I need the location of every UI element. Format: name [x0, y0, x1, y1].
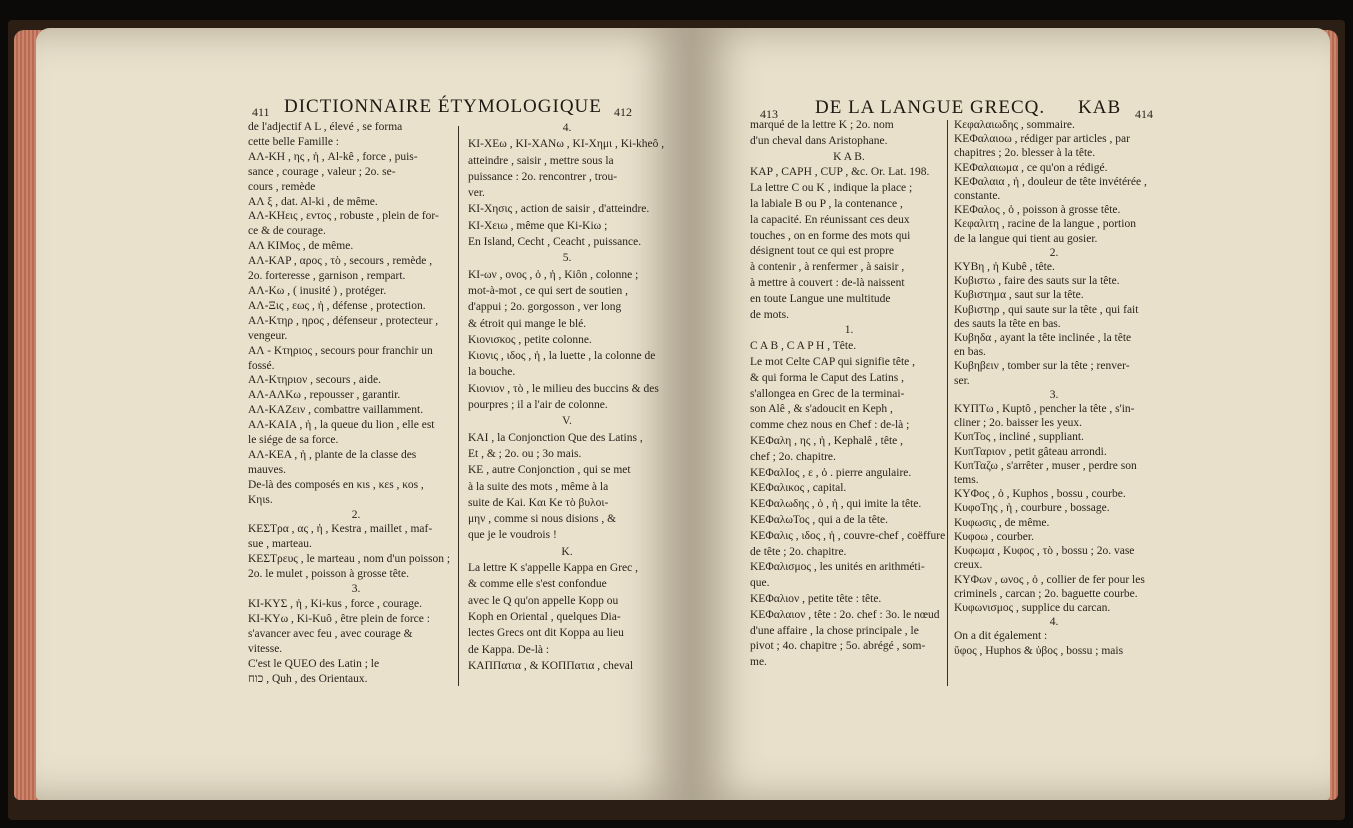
text-line: d'une affaire , la chose principale , le [750, 624, 919, 637]
text-line: Kιονισκος , petite colonne. [468, 333, 592, 346]
text-line: s'avancer avec feu , avec courage & [248, 627, 413, 640]
text-line: le siége de sa force. [248, 434, 339, 447]
text-line: à mettre à couvert : de-là naissent [750, 276, 905, 289]
text-line: criminels , carcan ; 2o. baguette courbe. [954, 587, 1138, 600]
page-number-412: 412 [614, 105, 632, 119]
text-line: pivot ; 4o. chapitre ; 5o. abrégé , som- [750, 640, 926, 653]
left-column-1 [248, 120, 464, 686]
text-line: chef ; 2o. chapitre. [750, 450, 836, 463]
text-line: KEΦαλωΤος , qui a de la tête. [750, 513, 888, 526]
text-line: KEΦαλαια , ἡ , douleur de tête invétérée , [954, 175, 1147, 188]
text-line: On a dit également : [954, 630, 1048, 643]
text-line: 2. [351, 508, 361, 521]
text-line: La lettre C ou K , indique la place ; [750, 182, 913, 195]
text-line: 5. [562, 252, 572, 265]
text-line: KYBη , ἡ Kubê , tête. [954, 261, 1055, 274]
text-line: constante. [954, 190, 1001, 203]
column-divider [458, 126, 459, 686]
page-number-413: 413 [760, 107, 778, 121]
text-line: de tête ; 2o. chapitre. [750, 545, 847, 558]
text-line: Kεφαλαιωδης , sommaire. [954, 119, 1075, 131]
text-line: KEΦαλις , ιδος , ἡ , couvre-chef , coëffure [750, 529, 946, 542]
text-line: AΛ KIMος , de même. [248, 240, 354, 253]
text-line: AΛ-KAZειν , combattre vaillamment. [248, 404, 424, 417]
text-line: vengeur. [248, 329, 288, 342]
text-line: KI-XEω , KI-XANω , KI-Xημι , Ki-kheô , [468, 138, 665, 151]
right-column-1 [750, 118, 948, 671]
text-line: d'un cheval dans Aristophane. [750, 134, 888, 147]
text-line: KEΦαλαιοω , rédiger par articles , par [954, 133, 1130, 146]
text-line: μην , comme si nous disions , & [468, 513, 617, 526]
text-line: כוח , Quh , des Orientaux. [248, 672, 368, 685]
text-line: KEΦαλωδης , ὁ , ἡ , qui imite la tête. [750, 498, 922, 511]
text-line: de la langue qui tient au gosier. [954, 232, 1098, 245]
text-line: KυπΤαζω , s'arrêter , muser , perdre son [954, 459, 1137, 472]
text-line: la bouche. [468, 366, 516, 379]
text-line: Kυφοω , courber. [954, 530, 1034, 543]
text-line: Kιονιον , τὸ , le milieu des buccins & des [468, 382, 659, 395]
left-running-header: DICTIONNAIRE ÉTYMOLOGIQUE [284, 96, 602, 117]
text-line: en toute Langue une multitude [750, 292, 891, 305]
text-line: Kυφωσις , de même. [954, 516, 1050, 529]
text-line: Kυφωμα , Kυφος , τὸ , bossu ; 2o. vase [954, 545, 1135, 558]
text-line: 4. [1049, 616, 1059, 629]
column-divider-right [947, 120, 948, 686]
text-line: en bas. [954, 346, 986, 359]
text-line: KYΠΤω , Kuptô , pencher la tête , s'in- [954, 403, 1135, 416]
left-column-2 [468, 120, 666, 674]
text-line: atteindre , saisir , mettre sous la [468, 154, 614, 167]
text-line: des sauts la tête en bas. [954, 317, 1061, 330]
text-line: KAΠΠατια , & KOΠΠατια , cheval [468, 659, 634, 672]
text-line: avec le Q qu'on appelle Kopp ou [468, 594, 619, 607]
text-line: KEΣTρευς , le marteau , nom d'un poisson ; [248, 553, 451, 566]
text-line: AΛ-KAP , αρος , τὸ , secours , remède , [248, 255, 433, 268]
text-line: AΛ-AΛKω , repousser , garantir. [248, 389, 401, 402]
text-line: Kυφωνισμος , supplice du carcan. [954, 601, 1111, 614]
text-line: AΛ-KAIA , ἡ , la queue du lion , elle est [248, 419, 435, 432]
text-line: KI-KYω , Ki-Kuô , être plein de force : [248, 612, 430, 625]
text-line: suite de Kai. Kαι Ke τὸ βυλοι- [468, 496, 609, 509]
text-line: creux. [954, 559, 983, 572]
text-line: désignent tout ce qui est propre [750, 245, 895, 258]
text-line: Kηιs. [248, 493, 273, 506]
text-line: AΛ-KH , ης , ἡ , Al-kê , force , puis- [248, 150, 418, 163]
text-line: 3. [1049, 388, 1059, 401]
text-line: que je le voudrois ! [468, 529, 557, 542]
text-line: Kιονις , ιδος , ἡ , la luette , la colonne de [468, 350, 656, 363]
text-line: pourpres ; il a l'air de colonne. [468, 399, 608, 412]
text-line: son Alê , & s'adoucit en Keph , [750, 403, 893, 416]
text-line: Kεφαλιτη , racine de la langue , portion [954, 218, 1136, 231]
text-line: KEΦαλικος , capital. [750, 482, 847, 495]
text-line: Kυβηδα , ayant la tête inclinée , la tête [954, 332, 1132, 345]
text-line: la capacité. En réunissant ces deux [750, 213, 910, 226]
text-line: comme chez nous en Chef : de-là ; [750, 419, 910, 432]
text-line: C A B , C A P H , Tête. [750, 340, 857, 353]
text-line: 3. [351, 583, 361, 596]
text-line: K. [561, 545, 573, 558]
text-line: Kυβιστημα , saut sur la tête. [954, 289, 1084, 302]
text-line: cliner ; 2o. baisser les yeux. [954, 417, 1083, 430]
text-line: 4. [562, 122, 572, 134]
text-line: cours , remède [248, 180, 316, 193]
text-line: La lettre K s'appelle Kappa en Grec , [468, 562, 639, 575]
text-line: Kυβιστηρ , qui saute sur la tête , qui fait [954, 303, 1139, 316]
text-line: Et , & ; 2o. ou ; 3o mais. [468, 447, 582, 460]
text-line: AΛ ξ , dat. Al-ki , de même. [248, 195, 378, 208]
text-line: s'allongea en Grec de la terminai- [750, 387, 905, 400]
text-line: 2o. forteresse , garnison , rempart. [248, 270, 406, 283]
text-line: de mots. [750, 308, 789, 321]
text-line: AΛ - Kτηριος , secours pour franchir un [248, 344, 433, 357]
right-running-header: DE LA LANGUE GRECQ. [815, 97, 1046, 118]
text-line: lectes Grecs ont dit Koppa au lieu [468, 627, 624, 640]
text-line: En Island, Cecht , Ceacht , puissance. [468, 236, 642, 249]
text-line: KυπΤαριον , petit gâteau arrondi. [954, 445, 1107, 458]
text-line: sue , marteau. [248, 538, 312, 551]
text-line: fossé. [248, 359, 275, 372]
page-number-414: 414 [1135, 107, 1153, 121]
text-line: De-là des composés en κιs , κεs , κοs , [248, 478, 424, 491]
text-line: de l'adjectif A L , élevé , se forma [248, 121, 403, 133]
text-line: KYΦων , ωνος , ὁ , collier de fer pour les [954, 573, 1145, 586]
text-line: ce & de courage. [248, 225, 326, 238]
text-line: la labiale B ou P , la contenance , [750, 197, 903, 210]
text-line: KEΦαλαιωμα , ce qu'on a rédigé. [954, 161, 1108, 174]
text-line: C'est le QUEO des Latin ; le [248, 657, 380, 670]
text-line: vitesse. [248, 642, 283, 655]
text-line: K A B. [833, 150, 865, 163]
text-line: ὕφος , Huphos & ὑβος , bossu ; mais [954, 644, 1124, 657]
text-line: ver. [468, 187, 485, 200]
text-line: cette belle Famille : [248, 135, 340, 148]
text-line: mauves. [248, 463, 287, 476]
text-line: à la suite des mots , même à la [468, 480, 609, 493]
right-page [690, 28, 1330, 800]
text-line: marqué de la lettre K ; 2o. nom [750, 119, 894, 131]
text-line: d'appui ; 2o. gorgosson , ver long [468, 301, 622, 314]
running-header-key: KAB [1078, 97, 1122, 118]
text-line: me. [750, 656, 767, 669]
text-line: mot-à-mot , ce qui sert de soutien , [468, 284, 629, 297]
text-line: de Kappa. De-là : [468, 643, 550, 656]
text-line: AΛ-Ξις , εως , ἡ , défense , protection. [248, 299, 426, 312]
text-line: 2o. le mulet , poisson à grosse tête. [248, 568, 409, 581]
text-line: KI-KYΣ , ἡ , Ki-kus , force , courage. [248, 598, 422, 610]
text-line: puissance : 2o. rencontrer , trou- [468, 170, 618, 183]
text-line: Kυβιστω , faire des sauts sur la tête. [954, 275, 1120, 288]
text-line: Le mot Celte CAP qui signifie tête , [750, 355, 916, 368]
text-line: KI-Xειω , même que Ki-Kiω ; [468, 219, 608, 232]
text-line: & comme elle s'est confondue [468, 578, 607, 591]
text-line: que. [750, 577, 770, 590]
text-line: KEΦαλος , ὁ , poisson à grosse tête. [954, 204, 1121, 217]
text-line: KE , autre Conjonction , qui se met [468, 464, 631, 477]
text-line: KI-Xησις , action de saisir , d'atteindre. [468, 203, 650, 216]
text-line: & qui forma le Caput des Latins , [750, 371, 904, 384]
right-column-2 [954, 118, 1154, 658]
text-line: 1. [844, 324, 854, 337]
text-line: touches , on en forme des mots qui [750, 229, 911, 242]
text-line: tems. [954, 474, 979, 487]
text-line: KI-ων , ονος , ὁ , ἡ , Kiôn , colonne ; [468, 268, 639, 281]
text-line: KEΦαλΙος , ε , ὁ . pierre angulaire. [750, 466, 912, 479]
text-line: Koph en Oriental , quelques Dia- [468, 610, 621, 623]
text-line: KυφοΤης , ἡ , courbure , bossage. [954, 502, 1110, 515]
text-line: ser. [954, 374, 970, 387]
text-line: 2. [1049, 246, 1059, 259]
text-line: AΛ-KHεις , εντος , robuste , plein de for- [248, 210, 439, 223]
left-page [36, 28, 690, 800]
text-line: à contenir , à renfermer , à saisir , [750, 261, 905, 274]
text-line: AΛ-Kω , ( inusité ) , protéger. [248, 284, 387, 297]
text-line: KEΦαλιον , petite tête : tête. [750, 592, 882, 605]
text-line: KEΣTρα , ας , ἡ , Kestra , maillet , maf- [248, 523, 433, 536]
page-number-411: 411 [252, 105, 270, 119]
text-line: KAI , la Conjonction Que des Latins , [468, 431, 643, 444]
text-line: AΛ-Kτηρ , ηρος , défenseur , protecteur , [248, 314, 439, 327]
text-line: KYΦος , ὁ , Kuphos , bossu , courbe. [954, 488, 1126, 501]
text-line: Kυβηβειν , tomber sur la tête ; renver- [954, 360, 1130, 373]
text-line: V. [562, 415, 572, 428]
text-line: chapitres ; 2o. blesser à la tête. [954, 147, 1096, 160]
text-line: sance , courage , valeur ; 2o. se- [248, 165, 396, 178]
text-line: KυπΤος , incliné , suppliant. [954, 431, 1084, 444]
text-line: KEΦαλισμος , les unités en arithméti- [750, 561, 925, 574]
text-line: AΛ-KEA , ἡ , plante de la classe des [248, 448, 417, 461]
text-line: & étroit qui mange le blé. [468, 317, 587, 330]
text-line: KEΦαλη , ης , ἡ , Kephalê , tête , [750, 434, 903, 447]
text-line: KAP , CAPH , CUP , &c. Or. Lat. 198. [750, 166, 930, 179]
text-line: AΛ-Kτηριον , secours , aide. [248, 374, 381, 387]
text-line: KEΦαλαιον , tête : 2o. chef : 3o. le nœud [750, 608, 940, 621]
